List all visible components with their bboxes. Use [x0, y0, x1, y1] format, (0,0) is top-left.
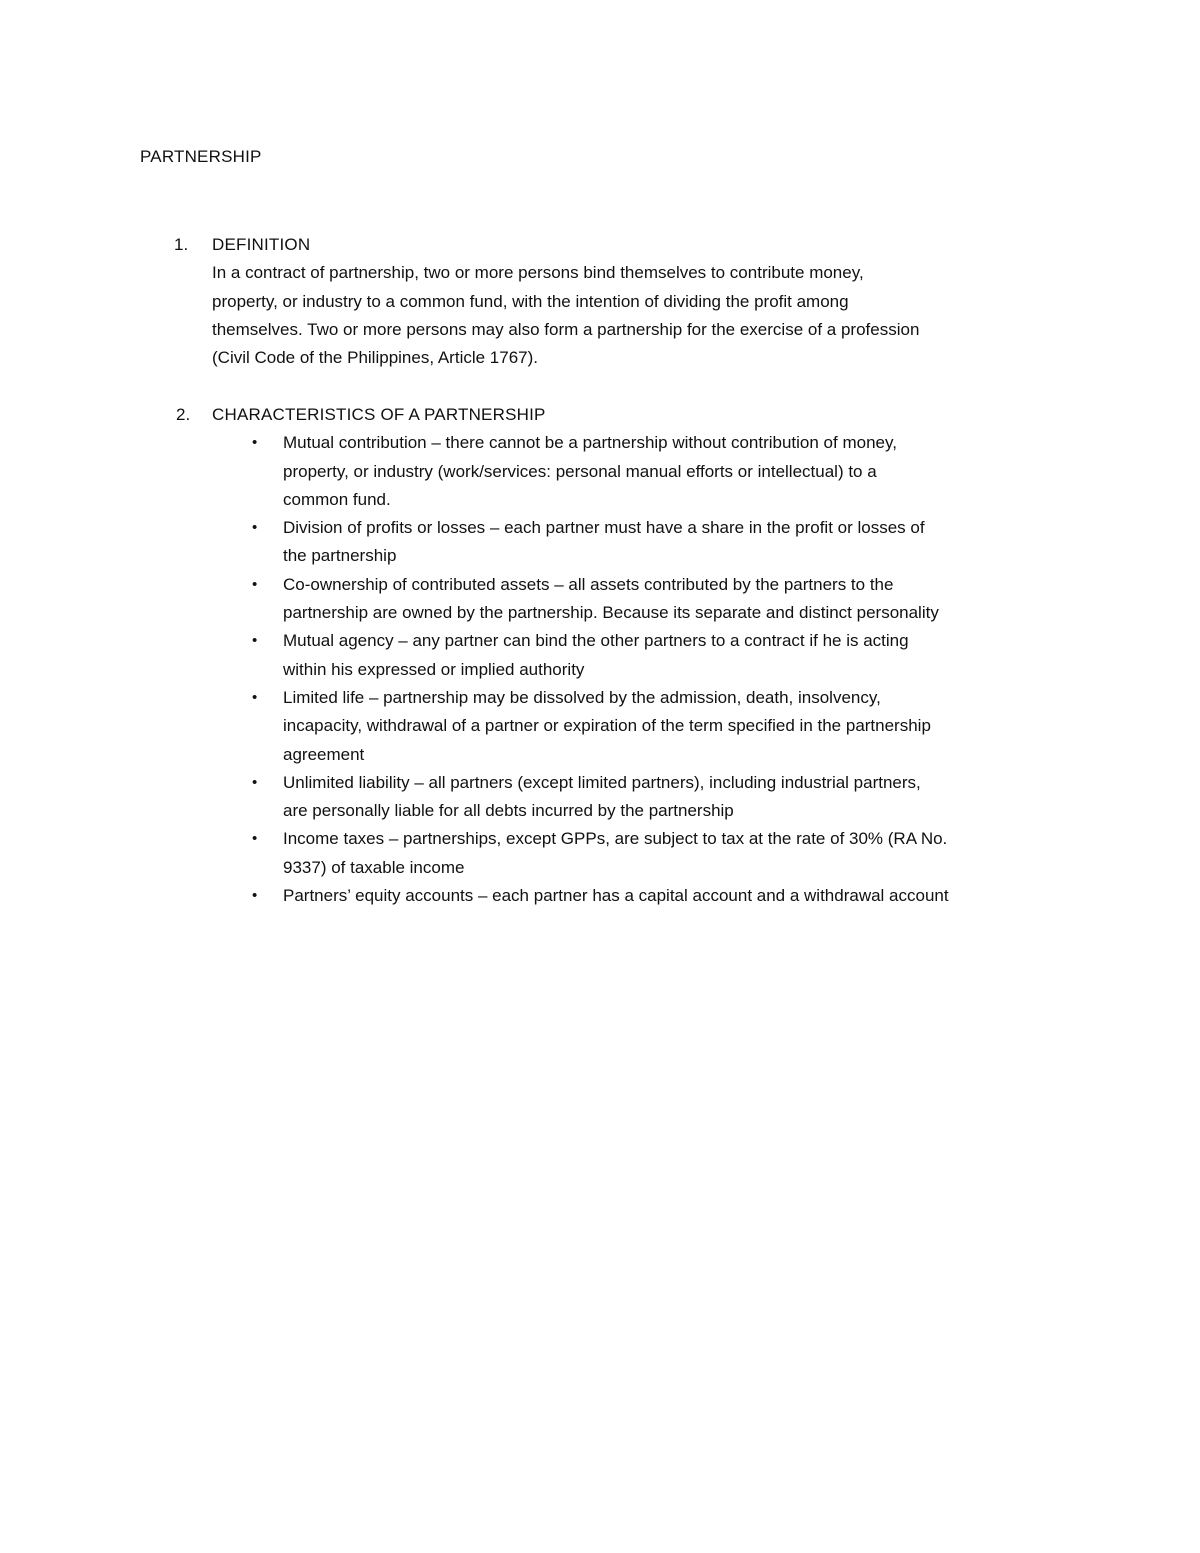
list-item: [252, 882, 1073, 910]
list-item-line: Division of profits or losses – each partner must have a share in the profit or losses of: [283, 518, 925, 538]
list-item-line: Co-ownership of contributed assets – all assets contributed by the partners to the: [283, 574, 894, 594]
list-item: [252, 769, 1073, 826]
list-item-line: Partners’ equity accounts – each partner has a capital account and a withdrawal account: [283, 886, 949, 906]
list-item: [252, 514, 1073, 571]
list-item-line: Income taxes – partnerships, except GPPs, are subject to tax at the rate of 30% (RA No.: [283, 829, 948, 849]
section-number: 1.: [174, 235, 189, 254]
paragraph-line: property, or industry to a common fund, with the intention of dividing the profit among: [212, 291, 849, 311]
list-item-line: 9337) of taxable income: [283, 857, 465, 877]
section-heading: CHARACTERISTICS OF A PARTNERSHIP: [212, 405, 546, 424]
paragraph-line: In a contract of partnership, two or more persons bind themselves to contribute money,: [212, 263, 864, 283]
bullet-icon: •: [252, 575, 258, 593]
list-item: [252, 684, 1073, 769]
paragraph-line: (Civil Code of the Philippines, Article 1767).: [212, 348, 538, 368]
list-item-line: Mutual contribution – there cannot be a partnership without contribution of money,: [283, 433, 897, 453]
list-item-line: agreement: [283, 744, 365, 764]
list-item-line: Limited life – partnership may be dissolved by the admission, death, insolvency,: [283, 687, 881, 707]
bullet-icon: •: [252, 688, 258, 706]
list-item-line: Unlimited liability – all partners (except limited partners), including industrial partners,: [283, 772, 921, 792]
list-item: [252, 627, 1073, 684]
list-item-line: common fund.: [283, 489, 391, 509]
section-heading: DEFINITION: [212, 235, 311, 254]
characteristics-list: [252, 429, 1073, 910]
section-characteristics: [140, 401, 1080, 910]
bullet-icon: •: [252, 632, 258, 650]
section-definition: [140, 231, 1080, 372]
bullet-icon: •: [252, 434, 258, 452]
list-item: [252, 571, 1073, 628]
paragraph-line: themselves. Two or more persons may also form a partnership for the exercise of a profession: [212, 319, 920, 339]
list-item: [252, 825, 1073, 882]
list-item-line: incapacity, withdrawal of a partner or expiration of the term specified in the partnership: [283, 716, 931, 736]
list-item-line: partnership are owned by the partnership. Because its separate and distinct personality: [283, 603, 939, 623]
list-item-line: the partnership: [283, 546, 397, 566]
bullet-icon: •: [252, 773, 258, 791]
list-item-line: property, or industry (work/services: personal manual efforts or intellectual) to a: [283, 461, 877, 481]
bullet-icon: •: [252, 519, 258, 537]
list-item-line: within his expressed or implied authority: [283, 659, 585, 679]
bullet-icon: •: [252, 887, 258, 905]
list-item: [252, 429, 1073, 514]
section-number: 2.: [176, 405, 191, 424]
document-title: PARTNERSHIP: [140, 147, 262, 166]
list-item-line: are personally liable for all debts incurred by the partnership: [283, 801, 734, 821]
definition-paragraph: [212, 259, 1072, 372]
bullet-icon: •: [252, 830, 258, 848]
list-item-line: Mutual agency – any partner can bind the other partners to a contract if he is acting: [283, 631, 909, 651]
